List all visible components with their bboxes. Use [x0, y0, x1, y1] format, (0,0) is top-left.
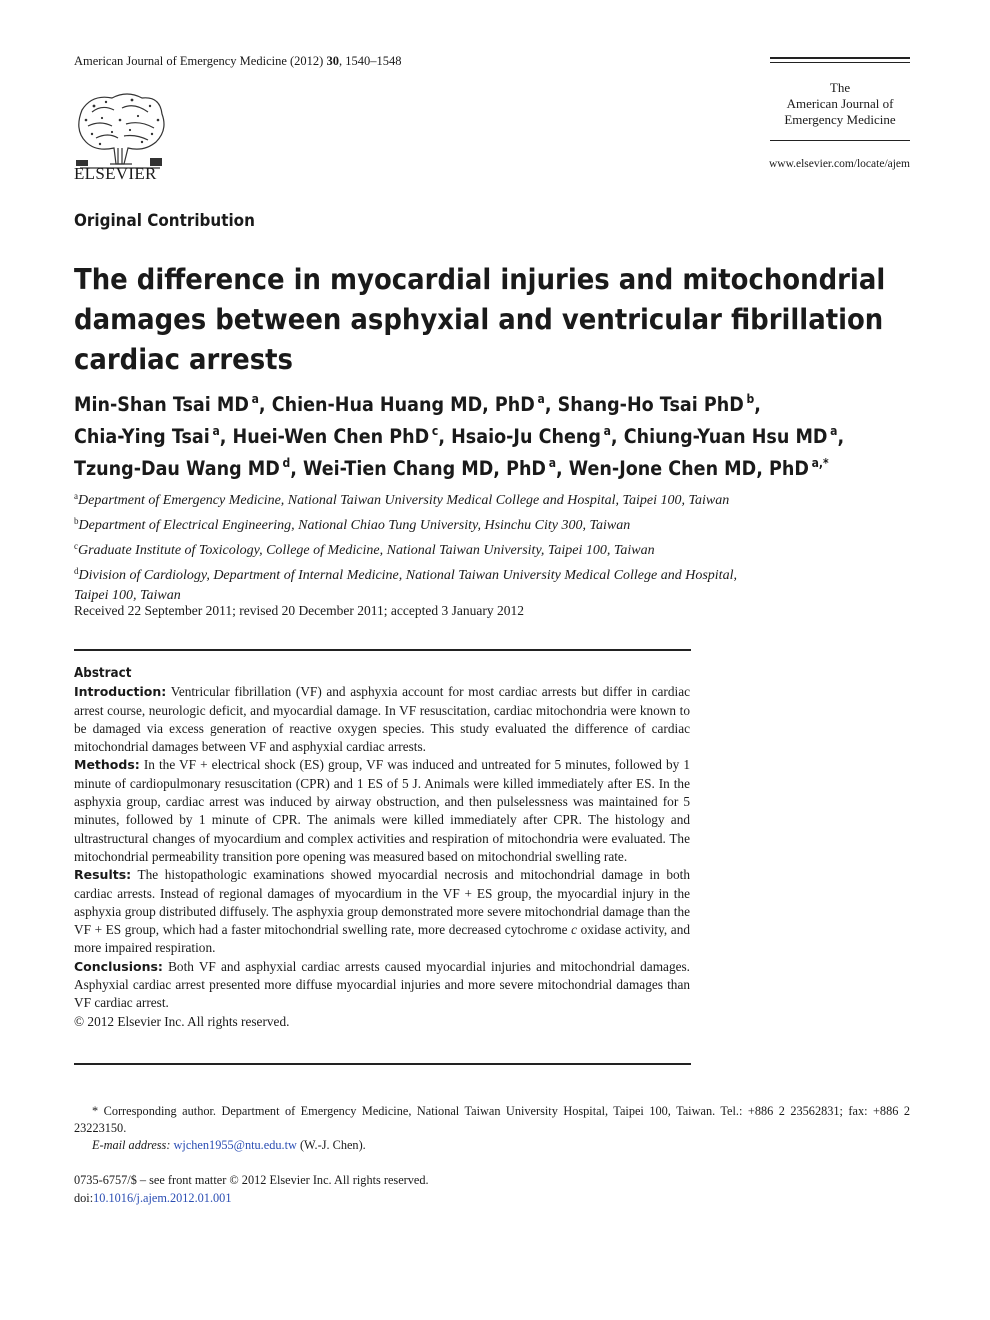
author-line: Tzung-Dau Wang MD $^d$, Wei-Tien Chang MD, PhD $^a$, Wen-Jone Chen MD, PhD $^{a,*}$ — [74, 456, 829, 480]
affiliation-item: $^c$Graduate Institute of Toxicology, College of Medicine, National Taiwan University, Taipei 100, Taiwan — [74, 541, 655, 558]
publisher-logo-text: ELSEVIER — [74, 164, 157, 183]
article-section-label: Original Contribution — [74, 211, 255, 230]
author-name: Chia-Ying Tsai — [74, 425, 210, 448]
author-affiliation-marker: a — [537, 392, 545, 406]
abstract-top-rule — [74, 649, 691, 651]
author-affiliation-marker: a — [548, 456, 557, 470]
journal-box-rule — [770, 62, 910, 63]
abstract-conclusions: Conclusions: Both VF and asphyxial cardiac arrests caused myocardial injuries and mitochondrial damages. Asphyxial cardiac arrest presented more diffuse myocardial injuries and more severe mitochondrial damages than VF cardiac arrest. — [74, 958, 691, 1011]
author-name: Tzung-Dau Wang MD — [74, 457, 280, 480]
affiliation-item: $^a$Department of Emergency Medicine, National Taiwan University Medical College and Hospital, Taipei 100, Taiwan — [74, 491, 730, 508]
abstract-heading: Abstract — [74, 666, 132, 681]
journal-url-link[interactable]: www.elsevier.com/locate/ajem — [768, 158, 910, 170]
author-name: Min-Shan Tsai MD — [74, 393, 249, 416]
author-name: Huei-Wen Chen PhD — [232, 425, 430, 448]
issn-line: 0735-6757/$ – see front matter © 2012 Elsevier Inc. All rights reserved. — [74, 1173, 429, 1187]
abstract-copyright: © 2012 Elsevier Inc. All rights reserved. — [74, 1013, 290, 1029]
author-affiliation-marker: b — [746, 392, 755, 406]
author-name: Hsaio-Ju Cheng — [451, 425, 601, 448]
abstract-methods: Methods: In the VF + electrical shock (ES) group, VF was induced and untreated for 5 minutes, followed by 1 minute of cardiopulmonary resuscitation (CPR) and 1 ES of 5 J. Animals were killed immediately after ES. In the asphyxia group, cardiac arrest was induced by airway obstruction, and then pulselessness was maintained for 5 minutes, followed by 1 minute of CPR. The animals were killed immediately after CPR. The histology and ultrastructural changes of myocardium and complex activities and respiration of mitochondria were evaluated. The mitochondrial permeability transition pore opening was measured based on mitochondrial swelling rate. — [74, 757, 691, 864]
doi-link[interactable]: 10.1016/j.ajem.2012.01.001 — [93, 1191, 232, 1205]
author-affiliation-marker: a,* — [811, 456, 829, 470]
abstract-bottom-rule — [74, 1063, 691, 1065]
author-name: Chien-Hua Huang MD, PhD — [271, 393, 535, 416]
article-dates: Received 22 September 2011; revised 20 December 2011; accepted 3 January 2012 — [74, 603, 524, 618]
affiliation-item: $^b$Department of Electrical Engineering, National Chiao Tung University, Hsinchu City 300, Taiwan — [74, 516, 631, 533]
author-name: Wei-Tien Chang MD, PhD — [303, 457, 547, 480]
corresponding-author-note: * Corresponding author. Department of Emergency Medicine, National Taiwan University Hospital, Taipei 100, Taiwan. Tel.: +886 2 23562831; fax: +886 2 23223150. — [74, 1104, 910, 1135]
doi-line: doi:10.1016/j.ajem.2012.01.001 — [74, 1191, 232, 1205]
affiliation-list — [74, 486, 894, 606]
affiliation-item: $^d$Division of Cardiology, Department of Internal Medicine, National Taiwan University Medical College and Hospital, — [74, 566, 737, 583]
author-affiliation-marker: c — [431, 424, 439, 438]
journal-name: The American Journal of Emergency Medicine — [784, 80, 896, 127]
journal-box-rule — [770, 140, 910, 141]
abstract-introduction: Introduction: Ventricular fibrillation (VF) and asphyxia account for most cardiac arrests but differ in cardiac arrest course, neurologic deficit, and myocardial damage. In VF resuscitation, cardiac mitochondria were known to be damaged via excess generation of reactive oxygen species. This study evaluated the difference of cardiac mitochondrial damages between VF and asphyxial cardiac arrests. — [74, 684, 690, 755]
author-line: Min-Shan Tsai MD $^a$, Chien-Hua Huang MD, PhD $^a$, Shang-Ho Tsai PhD $^b$, — [74, 392, 761, 416]
journal-citation: American Journal of Emergency Medicine (2012) 30, 1540–1548 — [74, 54, 402, 68]
abstract — [74, 664, 690, 1031]
email-footnote: E-mail address: wjchen1955@ntu.edu.tw (W.-J. Chen). — [92, 1138, 366, 1152]
author-affiliation-marker: a — [251, 392, 259, 406]
article-title: The difference in myocardial injuries and mitochondrial damages between asphyxial and ventricular fibrillation cardiac arrests — [74, 263, 886, 376]
author-affiliation-marker: a — [212, 424, 220, 438]
author-list — [74, 386, 902, 482]
author-name: Wen-Jone Chen MD, PhD — [568, 457, 809, 480]
affiliation-item: Taipei 100, Taiwan — [74, 588, 181, 603]
journal-box-rule — [770, 57, 910, 59]
email-link[interactable]: wjchen1955@ntu.edu.tw — [173, 1138, 297, 1152]
author-name: Chiung-Yuan Hsu MD — [623, 425, 828, 448]
author-name: Shang-Ho Tsai PhD — [557, 393, 744, 416]
author-affiliation-marker: d — [282, 456, 291, 470]
author-affiliation-marker: a — [830, 424, 838, 438]
abstract-results: Results: The histopathologic examinations showed myocardial necrosis and mitochondrial damage in both cardiac arrests. Instead of regional damages of myocardium in the VF + ES group, the myocardial injury in the asphyxia group distributed diffusely. The asphyxia group demonstrated more severe mitochondrial damage than the VF + ES group, which had a faster mitochondrial swelling rate, more decreased cytochrome c oxidase activity, and more impaired respiration. — [74, 867, 690, 956]
author-affiliation-marker: a — [603, 424, 611, 438]
author-line: Chia-Ying Tsai $^a$, Huei-Wen Chen PhD $^c$, Hsaio-Ju Cheng $^a$, Chiung-Yuan Hsu MD $^a$, — [74, 424, 845, 448]
